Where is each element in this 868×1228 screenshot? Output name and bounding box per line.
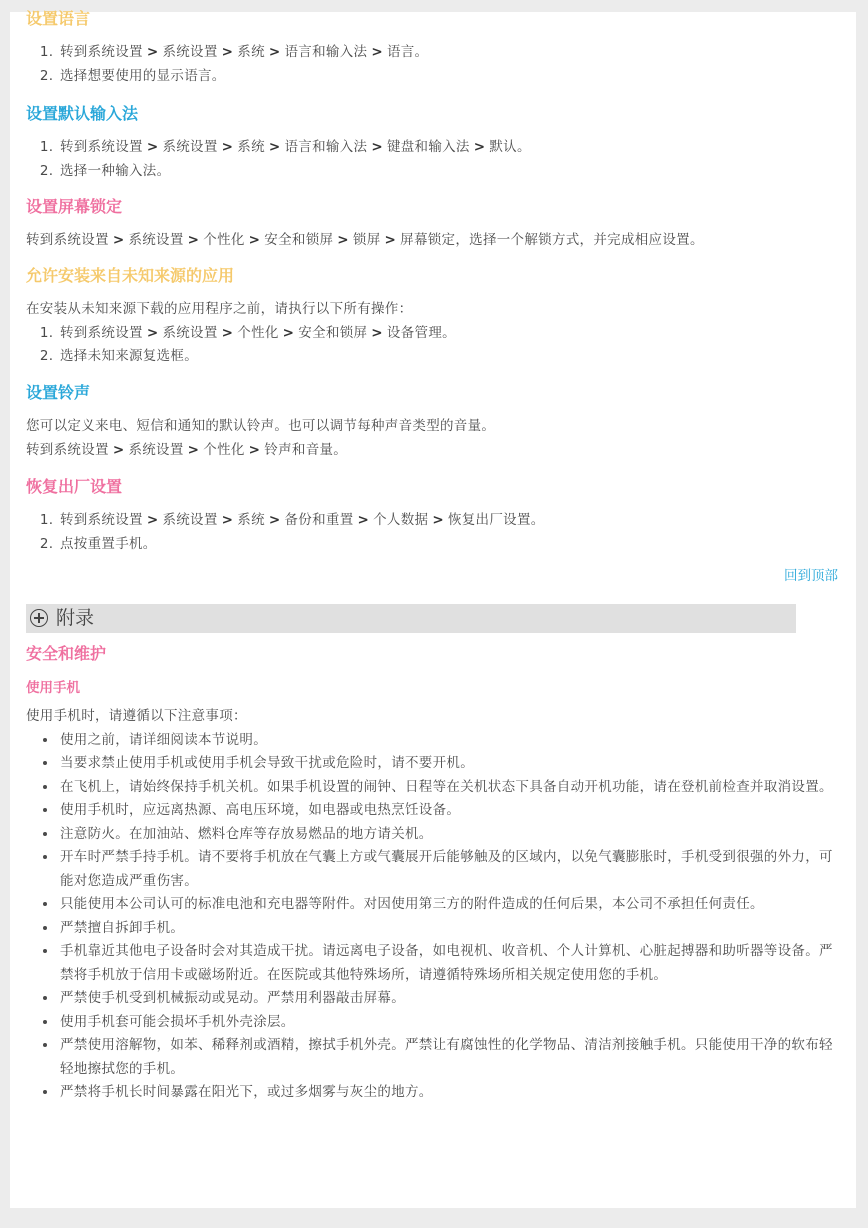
list-item: • 使用之前，请详细阅读本节说明。 (58, 729, 842, 753)
list-item: 1. 转到系统设置 > 系统设置 > 系统 > 语言和输入法 > 键盘和输入法 > 默认。 (58, 136, 842, 160)
section-safety (26, 643, 842, 1105)
intro-text: 在安装从未知来源下载的应用程序之前，请执行以下所有操作： (26, 301, 413, 317)
steps-list (26, 136, 842, 183)
expand-plus-icon (30, 609, 48, 627)
section-title: 安全和维护 (26, 644, 107, 663)
list-item: 2. 点按重置手机。 (58, 533, 842, 557)
section-unknown-sources (26, 265, 842, 369)
list-item: 2. 选择想要使用的显示语言。 (58, 65, 842, 89)
steps-list (26, 509, 842, 556)
section-title: 恢复出厂设置 (26, 477, 123, 496)
list-item: 1. 转到系统设置 > 系统设置 > 系统 > 语言和输入法 > 语言。 (58, 41, 842, 65)
appendix-toggle[interactable] (26, 604, 796, 633)
path-text: 转到系统设置 > 系统设置 > 个性化 > 铃声和音量。 (26, 441, 348, 458)
list-item: • 在飞机上，请始终保持手机关机。如果手机设置的闹钟、日程等在关机状态下具备自动开机功能，请在登机前检查并取消设置。 (58, 776, 842, 800)
intro-text: 使用手机时，请遵循以下注意事项： (26, 708, 247, 724)
section-title: 设置铃声 (26, 383, 91, 402)
list-item: 2. 选择未知来源复选框。 (58, 345, 842, 369)
subsection-title: 使用手机 (26, 680, 80, 696)
list-item: • 手机靠近其他电子设备时会对其造成干扰。请远离电子设备，如电视机、收音机、个人计算机、心脏起搏器和助听器等设备。严禁将手机放于信用卡或磁场附近。在医院或其他特殊场所，请遵循特殊场所相关规定使用您的手机。 (58, 940, 842, 987)
list-item: 2. 选择一种输入法。 (58, 160, 842, 184)
section-title: 设置屏幕锁定 (26, 197, 123, 216)
list-item: • 注意防火。在加油站、燃料仓库等存放易燃品的地方请关机。 (58, 823, 842, 847)
section-screen-lock (26, 196, 842, 253)
document-page (10, 9, 856, 1208)
list-item: • 严禁擅自拆卸手机。 (58, 917, 842, 941)
list-item: 1. 转到系统设置 > 系统设置 > 系统 > 备份和重置 > 个人数据 > 恢复出厂设置。 (58, 509, 842, 533)
section-title: 设置语言 (26, 9, 91, 28)
list-item: • 严禁使手机受到机械振动或晃动。严禁用利器敲击屏幕。 (58, 987, 842, 1011)
list-item: 1. 转到系统设置 > 系统设置 > 个性化 > 安全和锁屏 > 设备管理。 (58, 322, 842, 346)
steps-list (26, 322, 842, 369)
list-item: • 严禁使用溶解物，如苯、稀释剂或酒精，擦拭手机外壳。严禁让有腐蚀性的化学物品、清洁剂接触手机。只能使用干净的软布轻轻地擦拭您的手机。 (58, 1034, 842, 1081)
section-default-input (26, 103, 842, 183)
list-item: • 使用手机时，应远离热源、高电压环境，如电器或电热烹饪设备。 (58, 799, 842, 823)
path-text: 转到系统设置 > 系统设置 > 个性化 > 安全和锁屏 > 锁屏 > 屏幕锁定，选择一个解锁方式，并完成相应设置。 (26, 232, 704, 248)
bullet-list (26, 729, 842, 1105)
appendix-label: 附录 (56, 607, 95, 629)
list-item: • 只能使用本公司认可的标准电池和充电器等附件。对因使用第三方的附件造成的任何后果，本公司不承担任何责任。 (58, 893, 842, 917)
section-title: 允许安装来自未知来源的应用 (26, 266, 235, 285)
steps-list (26, 41, 842, 88)
section-title: 设置默认输入法 (26, 104, 139, 123)
list-item: • 严禁将手机长时间暴露在阳光下，或过多烟雾与灰尘的地方。 (58, 1081, 842, 1105)
section-ringtone (26, 382, 842, 462)
back-to-top-link[interactable]: 回到顶部 (784, 568, 838, 584)
list-item: • 开车时严禁手持手机。请不要将手机放在气囊上方或气囊展开后能够触及的区域内，以免气囊膨胀时，手机受到很强的外力，可能对您造成严重伤害。 (58, 846, 842, 893)
list-item: • 当要求禁止使用手机或使用手机会导致干扰或危险时，请不要开机。 (58, 752, 842, 776)
section-set-language (26, 8, 842, 88)
intro-text: 您可以定义来电、短信和通知的默认铃声。也可以调节每种声音类型的音量。 (26, 418, 496, 434)
section-factory-reset (26, 476, 842, 556)
list-item: • 使用手机套可能会损坏手机外壳涂层。 (58, 1011, 842, 1035)
